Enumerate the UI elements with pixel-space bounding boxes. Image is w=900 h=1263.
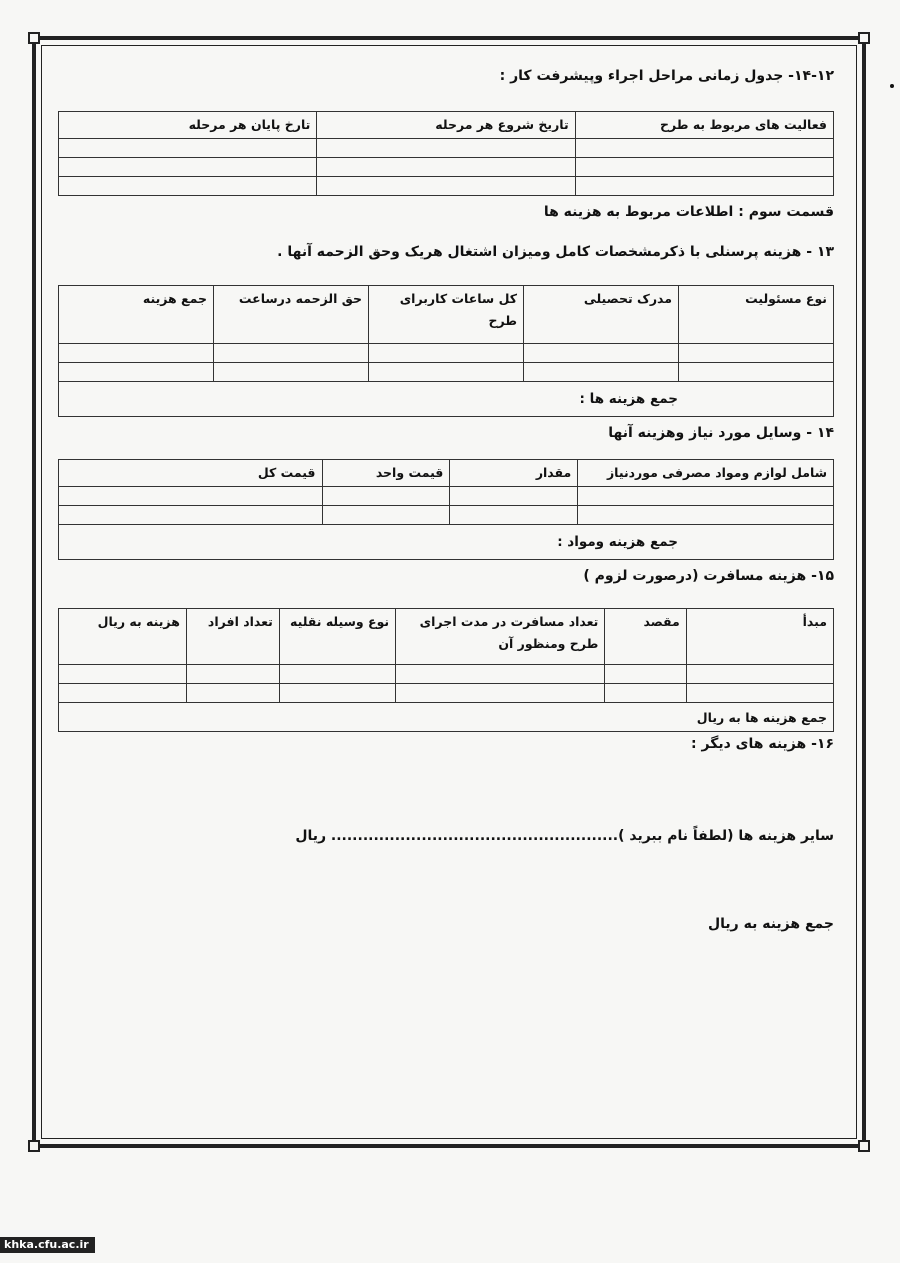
border-corner-bottom-right	[858, 1140, 870, 1152]
table-row[interactable]	[59, 158, 834, 177]
col-hourly-wage: حق الزحمه درساعت	[214, 286, 369, 344]
col-cost-sum: جمع هزینه	[59, 286, 214, 344]
table-row[interactable]	[59, 506, 834, 525]
border-corner-bottom-left	[28, 1140, 40, 1152]
col-end-date: تارخ پایان هر مرحله	[59, 112, 317, 139]
col-unit-price: قیمت واحد	[322, 460, 450, 487]
table-header-row	[59, 286, 834, 344]
col-start-date: تاریخ شروع هر مرحله	[317, 112, 575, 139]
final-total-line: جمع هزینه به ریال	[707, 916, 834, 932]
table-row[interactable]	[59, 684, 834, 703]
col-vehicle-type: نوع وسیله نقلیه	[279, 609, 395, 665]
col-total-hours: کل ساعات کاربرای طرح	[369, 286, 524, 344]
table-row[interactable]	[59, 665, 834, 684]
table-row[interactable]	[59, 363, 834, 382]
part-three-heading: قسمت سوم : اطلاعات مربوط به هزینه ها	[543, 204, 834, 220]
margin-dot	[890, 84, 894, 88]
col-origin: مبدأ	[686, 609, 833, 665]
section-14-heading: ۱۴ - وسایل مورد نیاز وهزینه آنها	[608, 425, 834, 441]
table-row[interactable]	[59, 139, 834, 158]
personnel-cost-table	[58, 285, 834, 417]
border-corner-top-right	[858, 32, 870, 44]
travel-total-label: جمع هزینه ها به ریال	[59, 703, 834, 732]
personnel-total-label: جمع هزینه ها :	[59, 382, 834, 417]
section-16-heading: ۱۶- هزینه های دیگر :	[691, 736, 834, 752]
equipment-cost-table	[58, 459, 834, 560]
col-cost-rial: هزینه به ریال	[59, 609, 187, 665]
col-trip-count: تعداد مسافرت در مدت اجرای طرح ومنظور آن	[396, 609, 605, 665]
section-15-heading: ۱۵- هزینه مسافرت (درصورت لزوم )	[583, 568, 834, 584]
site-watermark: khka.cfu.ac.ir	[0, 1237, 95, 1253]
col-total-price: قیمت کل	[59, 460, 323, 487]
border-corner-top-left	[28, 32, 40, 44]
other-costs-line[interactable]: سایر هزینه ها (لطفاً نام ببرید )...................................................... ریال	[295, 828, 834, 844]
table-header-row	[59, 609, 834, 665]
table-row[interactable]	[59, 344, 834, 363]
col-destination: مقصد	[605, 609, 686, 665]
col-responsibility: نوع مسئولیت	[679, 286, 834, 344]
col-quantity: مقدار	[450, 460, 578, 487]
table-row[interactable]	[59, 177, 834, 196]
section-13-heading: ۱۳ - هزینه پرسنلی با ذکرمشخصات کامل ومیزان اشتغال هریک وحق الزحمه آنها .	[277, 244, 834, 260]
travel-cost-table	[58, 608, 834, 732]
equipment-total-label: جمع هزینه ومواد :	[59, 525, 834, 560]
total-row	[59, 703, 834, 732]
table-header-row	[59, 112, 834, 139]
col-people-count: تعداد افراد	[186, 609, 279, 665]
total-row	[59, 525, 834, 560]
timeline-table	[58, 111, 834, 196]
col-materials: شامل لوازم ومواد مصرفی موردنیاز	[578, 460, 834, 487]
section-12-heading: ۱۴-۱۲- جدول زمانی مراحل اجراء وپیشرفت کار :	[499, 68, 834, 84]
col-degree: مدرک تحصیلی	[524, 286, 679, 344]
form-content	[58, 64, 834, 936]
table-header-row	[59, 460, 834, 487]
col-activities: فعالیت های مربوط به طرح	[575, 112, 833, 139]
total-row	[59, 382, 834, 417]
table-row[interactable]	[59, 487, 834, 506]
